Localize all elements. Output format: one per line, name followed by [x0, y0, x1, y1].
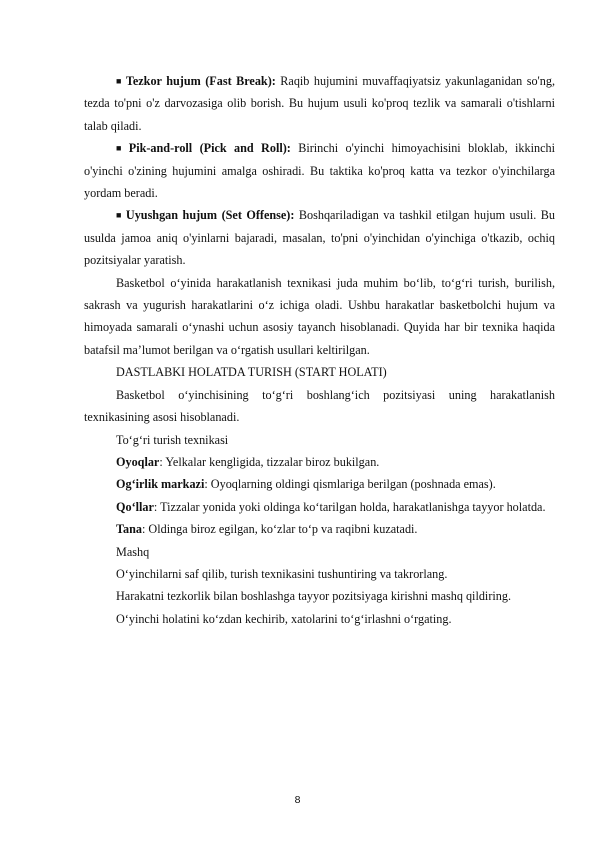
bullet-icon: ■: [116, 210, 123, 221]
bullet-text: Boshqariladigan va tashkil etilgan hujum usuli. Bu usulda jamoa aniq o'yinlarni bajaradi, masalan, to'pni o'yinchidan o'yinchiga o'tkazib, ochiq pozitsiyalar yaratish.: [84, 208, 555, 268]
stance-intro-paragraph: Basketbol o‘yinchisining to‘g‘ri boshlang‘ich pozitsiyasi uning harakatlanish texnikasining asosi hisoblanadi.: [84, 387, 555, 425]
subheading: To‘g‘ri turish texnikasi: [116, 432, 229, 447]
mashq-heading: Mashq: [116, 544, 150, 559]
section-heading: DASTLABKI HOLATDA TURISH (START HOLATI): [116, 365, 387, 380]
definition-text: : Oyoqlarning oldingi qismlariga berilgan (poshnada emas).: [204, 477, 496, 492]
document-body: [84, 70, 555, 630]
bullet-icon: ■: [116, 143, 126, 154]
bullet-text: Raqib hujumini muvaffaqiyatsiz yakunlaganidan so'ng, tezda to'pni o'z darvozasiga olib borish. Bu hujum usuli ko'proq tezlik va samarali o'tishlarni talab qiladi.: [84, 74, 555, 133]
bullet-text: Birinchi o'yinchi himoyachisini bloklab, ikkinchi o'yinchi o'zining hujumini amalga oshiradi. Bu taktika ko'proq katta va tezkor o'yinchilarga yordam beradi.: [84, 141, 555, 201]
definition-oyoqlar: [84, 451, 555, 473]
bullet-term: Pik-and-roll (Pick and Roll):: [128, 141, 291, 156]
definition-text: : Oldinga biroz egilgan, ko‘zlar to‘p va raqibni kuzatadi.: [141, 522, 418, 537]
mashq-step: Harakatni tezkorlik bilan boshlashga tayyor pozitsiyaga kirishni mashq qildiring.: [116, 589, 511, 604]
definition-text: : Tizzalar yonida yoki oldinga ko‘tarilgan holda, harakatlanishga tayyor holatda.: [153, 499, 546, 514]
bullet-item: [84, 70, 555, 137]
bullet-item: [84, 204, 555, 271]
definition-term: Og‘irlik markazi: [116, 477, 205, 492]
definition-tana: [84, 518, 555, 540]
definition-term: Oyoqlar: [116, 454, 160, 469]
definition-qollar: [84, 496, 555, 518]
bullet-term: Tezkor hujum (Fast Break):: [125, 74, 276, 88]
bullet-item: [84, 137, 555, 204]
bullet-icon: ■: [116, 76, 123, 86]
definition-term: Tana: [116, 522, 142, 537]
bullet-term: Uyushgan hujum (Set Offense):: [125, 208, 295, 223]
definition-term: Qo‘llar: [116, 499, 154, 514]
intro-paragraph: Basketbol o‘yinida harakatlanish texnikasi juda muhim bo‘lib, to‘g‘ri turish, burilish, sakrash va yugurish harakatlarini o‘z ichiga oladi. Ushbu harakatlar basketbolchi hujum va himoyada samarali o‘ynashi uchun asosiy tayanch hisoblanadi. Quyida har bir texnika haqida batafsil ma’lumot berilgan va o‘rgatish usullari keltirilgan.: [84, 275, 555, 357]
page-number: 8: [294, 794, 301, 806]
definition-text: : Yelkalar kengligida, tizzalar biroz bukilgan.: [159, 454, 380, 469]
mashq-step: O‘yinchilarni saf qilib, turish texnikasini tushuntiring va takrorlang.: [116, 566, 448, 581]
definition-ogirlik: [84, 473, 555, 495]
mashq-step: O‘yinchi holatini ko‘zdan kechirib, xatolarini to‘g‘irlashni o‘rgating.: [116, 611, 452, 626]
